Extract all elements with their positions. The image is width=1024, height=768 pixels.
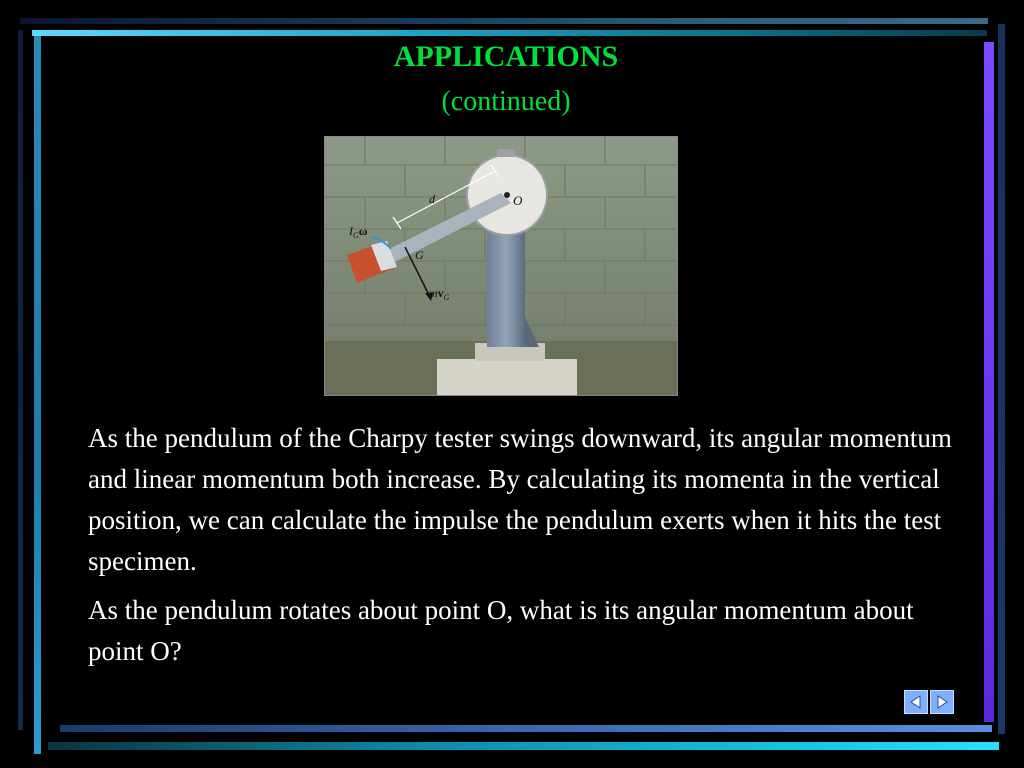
frame-left-dark-line [18,30,23,730]
frame-top-dark-line [20,18,988,24]
next-slide-button[interactable] [930,690,954,714]
frame-bottom-blue-line [60,725,992,732]
frame-left-blue-line [34,36,41,754]
triangle-right-icon [934,694,950,710]
paragraph-charpy: As the pendulum of the Charpy tester swings downward, its angular momentum and linear momentum both increase. By calculating its momenta in the vertical position, we can calculate the impulse the pendulum exerts when it hits the test specimen. [88,423,952,576]
label-m: m [429,286,438,300]
charpy-tester-illustration [325,137,677,395]
slide-subtitle: (continued) [441,86,571,117]
label-v: v [437,286,444,300]
slide-body [88,418,958,680]
triangle-left-icon [908,694,924,710]
label-ig-subscript: G [353,231,359,240]
slide-title: APPLICATIONS [393,40,619,73]
label-d: d [429,192,435,206]
label-o: O [513,193,523,208]
charpy-tester-photo [324,136,678,396]
frame-right-purple-line [984,42,994,722]
svg-text:IGω [348,224,368,240]
frame-right-dark-line [998,24,1005,734]
previous-slide-button[interactable] [904,690,928,714]
frame-bottom-cyan-line [48,742,999,750]
label-g: G [415,248,424,262]
label-ig: I [349,224,353,238]
label-vg-subscript: G [443,293,450,302]
paragraph-question: As the pendulum rotates about point O, what is its angular momentum about point O? [88,595,914,666]
slide-navigation [904,690,954,714]
label-omega: ω [358,224,368,238]
frame-top-cyan-line [32,30,987,36]
